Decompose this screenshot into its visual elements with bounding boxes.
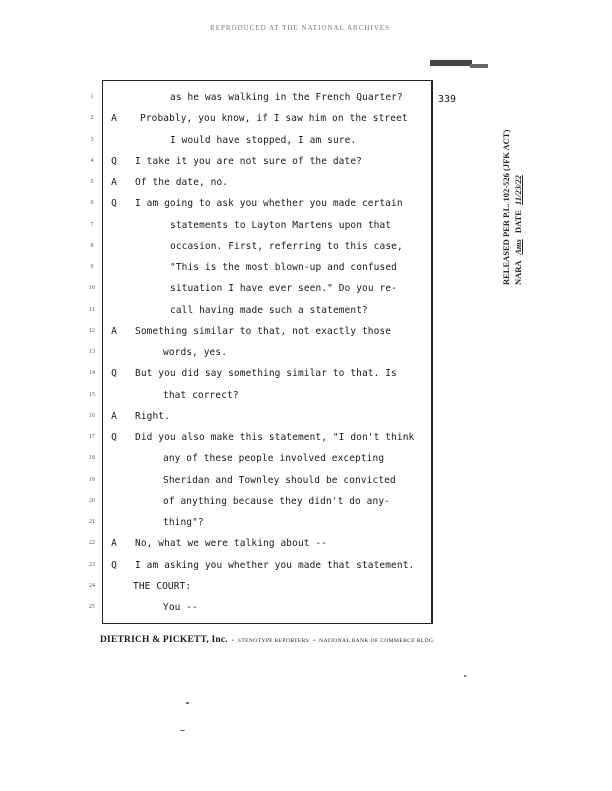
line-number: 24 (89, 582, 95, 589)
transcript-line: that correct? (163, 389, 239, 401)
footer-address: NATIONAL BANK OF COMMERCE BLDG. (319, 638, 436, 644)
transcript-line: But you did say something similar to that. Is (135, 368, 397, 380)
footer-firm: DIETRICH & PICKETT, Inc. (100, 635, 228, 645)
line-number: 19 (89, 476, 95, 483)
line-number: 25 (89, 604, 95, 610)
reporter-footer: DIETRICH & PICKETT, Inc. • STENOTYPE REPORTERS • NATIONAL BANK OF COMMERCE BLDG. (100, 635, 436, 645)
transcript-line: occasion. First, referring to this case, (170, 240, 403, 252)
transcript-line: of anything because they didn't do any- (163, 495, 390, 507)
line-number: 21 (89, 519, 95, 525)
speaker-label: A (111, 113, 117, 125)
speaker-label: A (111, 538, 117, 550)
line-number: 8 (90, 242, 94, 249)
line-number: 18 (89, 455, 95, 462)
speck (464, 675, 466, 677)
page-number: 339 (438, 94, 457, 105)
transcript-line: No, what we were talking about -- (135, 538, 328, 550)
footer-reporters: STENOTYPE REPORTERS (237, 638, 310, 644)
line-number: 12 (89, 327, 95, 334)
release-stamp-line1: RELEASED PER P.L. 102-526 (JFK ACT) (501, 129, 511, 285)
release-stamp-line2: NARA Ams DATE 11/23/22 (513, 175, 523, 285)
speaker-label: Q (111, 432, 117, 443)
line-number: 14 (89, 370, 95, 377)
speck (180, 730, 185, 731)
transcript-line: as he was walking in the French Quarter? (170, 92, 403, 103)
speaker-label: A (111, 410, 117, 422)
speaker-label: Q (111, 559, 117, 571)
line-number: 3 (90, 136, 94, 143)
transcript-line: thing"? (163, 517, 204, 528)
line-number: 10 (89, 285, 95, 292)
scan-artifact (430, 60, 472, 66)
transcript-line: I am asking you whether you made that statement. (135, 559, 415, 571)
line-number: 22 (89, 540, 95, 547)
line-number: 17 (89, 434, 95, 440)
line-number: 23 (89, 561, 95, 568)
line-number: 5 (90, 179, 94, 185)
line-number: 9 (90, 264, 94, 270)
line-number: 16 (89, 412, 95, 419)
speaker-label: A (111, 325, 117, 337)
transcript-line: Of the date, no. (135, 177, 229, 188)
transcript-line: THE COURT: (133, 580, 192, 592)
line-number: 2 (90, 115, 94, 122)
speaker-label: Q (111, 198, 117, 210)
speaker-label: A (111, 177, 117, 188)
transcript-line: Sheridan and Townley should be convicted (163, 474, 396, 486)
speaker-label: Q (111, 368, 117, 380)
transcript-line: call having made such a statement? (170, 304, 368, 316)
transcript-line: any of these people involved excepting (163, 453, 385, 465)
line-number: 4 (90, 157, 94, 164)
transcript-line: "This is the most blown-up and confused (170, 262, 397, 273)
line-number: 7 (90, 221, 94, 228)
line-number: 1 (90, 94, 94, 100)
line-number: 20 (89, 497, 95, 504)
release-stamp (500, 130, 524, 285)
transcript-line: Right. (135, 410, 170, 422)
line-number: 13 (89, 349, 95, 355)
transcript-line: I would have stopped, I am sure. (170, 134, 357, 146)
transcript-line: Did you also make this statement, "I don't think (135, 432, 415, 443)
transcript-line: Something similar to that, not exactly those (135, 325, 392, 337)
archives-header-stamp: REPRODUCED AT THE NATIONAL ARCHIVES (210, 24, 390, 32)
line-number: 11 (89, 306, 95, 313)
transcript-line: Probably, you know, if I saw him on the street (140, 113, 408, 125)
line-number: 15 (89, 391, 95, 398)
release-stamp-date: 11/23/22 (513, 175, 523, 205)
transcript-line: I take it you are not sure of the date? (135, 155, 362, 167)
speaker-label: Q (111, 155, 117, 167)
transcript-line: You -- (163, 602, 198, 613)
transcript-line: situation I have ever seen." Do you re- (170, 283, 397, 295)
transcript-line: statements to Layton Martens upon that (170, 219, 392, 231)
scan-artifact (470, 64, 488, 68)
transcript-line: words, yes. (163, 347, 228, 358)
line-number: 6 (90, 200, 94, 207)
release-stamp-initials: Ams (513, 239, 523, 255)
speck (186, 702, 189, 704)
transcript-line: I am going to ask you whether you made certain (135, 198, 403, 210)
